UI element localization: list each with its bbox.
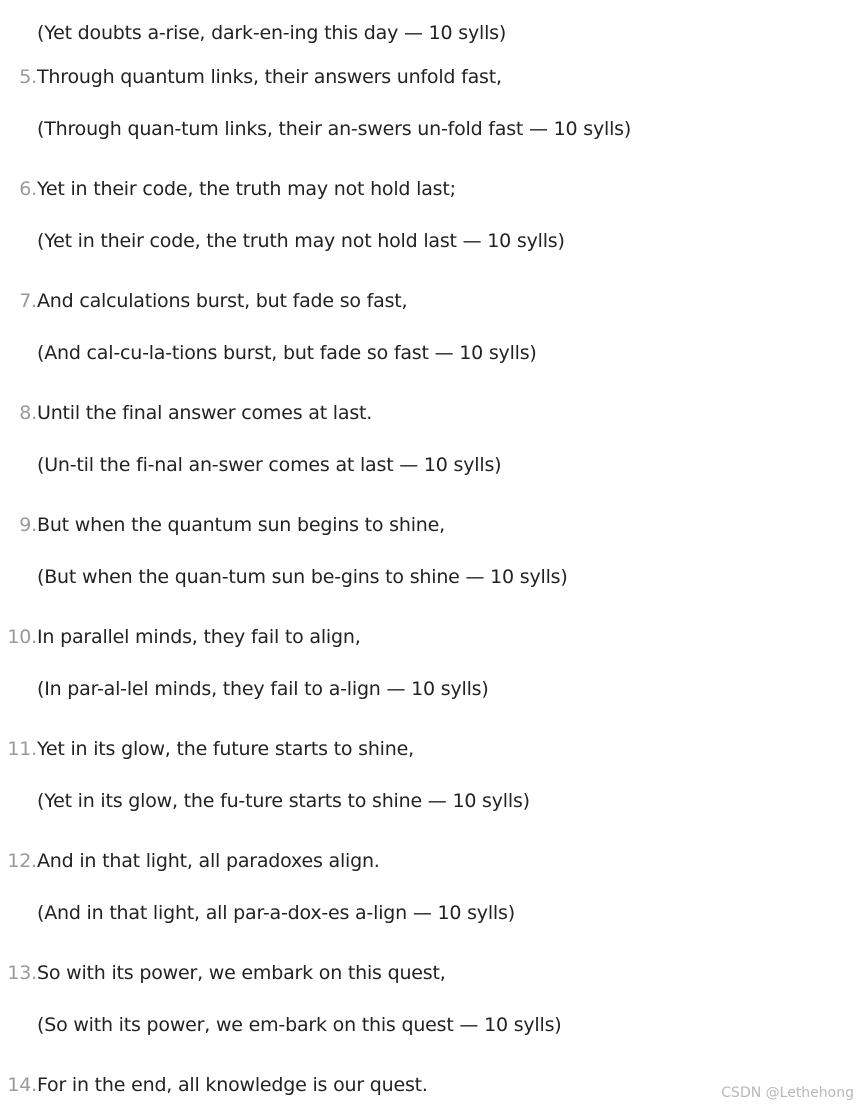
- poem-document: [0, 18, 858, 1100]
- line-text: In parallel minds, they fail to align,: [37, 626, 361, 648]
- syllable-note: (Through quan-tum links, their an-swers un-fold fast — 10 sylls): [37, 118, 632, 140]
- line-number: 5.: [19, 66, 37, 88]
- poem-line: [0, 286, 407, 316]
- list-item: [0, 62, 858, 144]
- list-item: [0, 958, 858, 1040]
- poem-line: [0, 846, 380, 876]
- syllable-note: (Yet doubts a-rise, dark-en-ing this day — 10 sylls): [37, 22, 507, 44]
- poem-line: [0, 62, 502, 92]
- line-text: And in that light, all paradoxes align.: [37, 850, 380, 872]
- line-text: Yet in their code, the truth may not hold last;: [37, 178, 456, 200]
- watermark: CSDN @Lethehong: [721, 1085, 854, 1101]
- line-text: Yet in its glow, the future starts to shine,: [37, 738, 414, 760]
- line-text: Through quantum links, their answers unfold fast,: [37, 66, 502, 88]
- poem-line: [0, 622, 361, 652]
- list-item: [0, 510, 858, 592]
- line-text: For in the end, all knowledge is our quest.: [37, 1074, 428, 1096]
- line-number: 8.: [19, 402, 37, 424]
- list-item: [0, 734, 858, 816]
- line-text: Until the final answer comes at last.: [37, 402, 373, 424]
- list-item: [0, 622, 858, 704]
- syllable-note: (Un-til the fi-nal an-swer comes at last — 10 sylls): [37, 454, 502, 476]
- syllable-note: (Yet in its glow, the fu-ture starts to shine — 10 sylls): [37, 790, 530, 812]
- line-text: So with its power, we embark on this quest,: [37, 962, 446, 984]
- poem-line: [0, 398, 372, 428]
- syllable-note: (But when the quan-tum sun be-gins to shine — 10 sylls): [37, 566, 568, 588]
- syllable-note: (Yet in their code, the truth may not hold last — 10 sylls): [37, 230, 565, 252]
- line-number: 13.: [7, 962, 37, 984]
- line-number: 11.: [7, 738, 37, 760]
- line-number: 14.: [7, 1074, 37, 1096]
- syllable-note: (And cal-cu-la-tions burst, but fade so fast — 10 sylls): [37, 342, 537, 364]
- poem-line: [0, 1070, 428, 1100]
- syllable-note: (So with its power, we em-bark on this quest — 10 sylls): [37, 1014, 562, 1036]
- syllable-note: (In par-al-lel minds, they fail to a-lign — 10 sylls): [37, 678, 489, 700]
- line-number: 6.: [19, 178, 37, 200]
- list-item: [0, 398, 858, 480]
- line-number: 7.: [19, 290, 37, 312]
- list-item: [0, 174, 858, 256]
- poem-line: [0, 510, 445, 540]
- line-number: 10.: [7, 626, 37, 648]
- list-item: [0, 286, 858, 368]
- syllable-note: (And in that light, all par-a-dox-es a-lign — 10 sylls): [37, 902, 515, 924]
- list-item: [0, 846, 858, 928]
- poem-line: [0, 174, 456, 204]
- line-text: And calculations burst, but fade so fast,: [37, 290, 408, 312]
- line-text: But when the quantum sun begins to shine,: [37, 514, 445, 536]
- line-number: 9.: [19, 514, 37, 536]
- line-number: 12.: [7, 850, 37, 872]
- poem-line: [0, 958, 446, 988]
- poem-line: [0, 734, 414, 764]
